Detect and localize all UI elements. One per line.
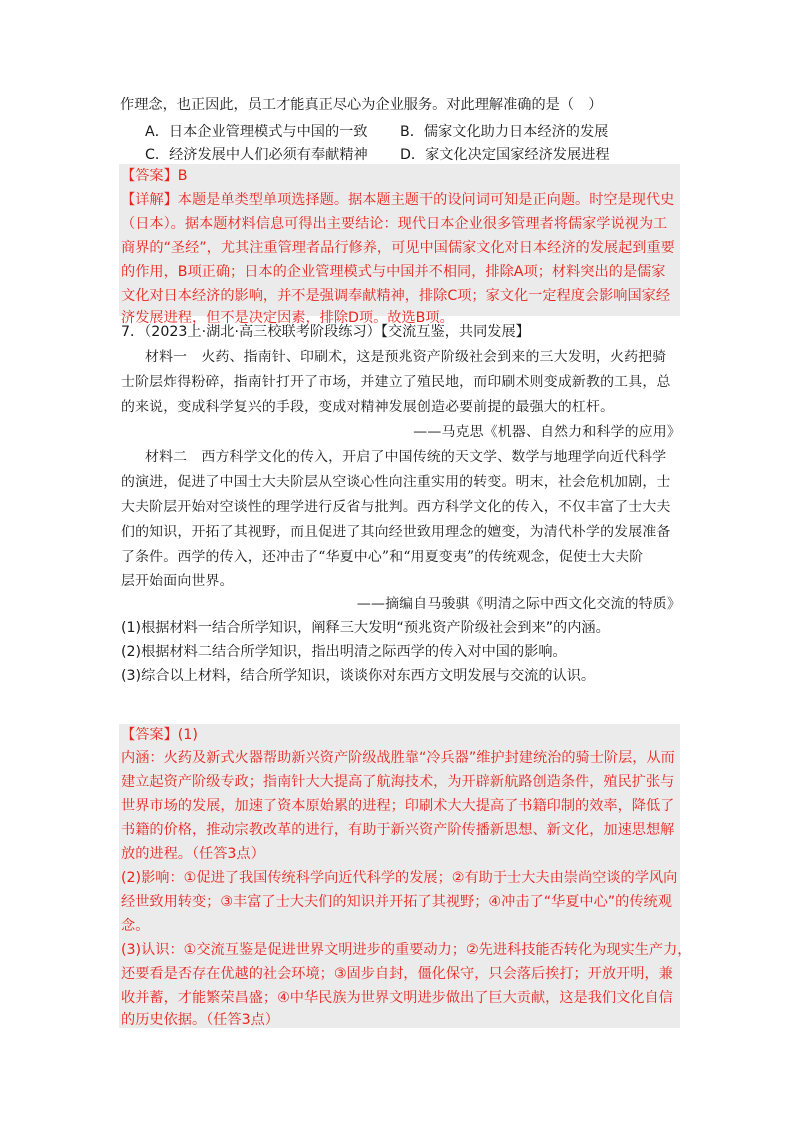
q7-answer-line-4: 世界市场的发展，加速了资本原始累的进程；印刷术大大提高了书籍印制的效率，降低了 [121,798,675,814]
q6-detail-line-1: 【详解】本题是单类型单项选择题。据本题主题干的设问词可知是正向题。时空是现代史 [121,192,675,208]
q7-material1-line-3: 的来说，变成科学复兴的手段，变成对精神发展创造必要前提的最强大的杠杆。 [121,399,615,415]
q7-material1-line-2: 士阶层炸得粉碎，指南针打开了市场，并建立了殖民地，而印刷术则变成新教的工具，总 [121,374,671,390]
q7-question-3: (3)综合以上材料，结合所学知识，谈谈你对东西方文明发展与交流的认识。 [121,668,596,684]
q6-stem: 作理念，也正因此，员工才能真正尽心为企业服务。对此理解准确的是（ ） [120,97,603,113]
q7-answer-line-7: (2)影响：①促进了我国传统科学向近代科学的发展；②有助于士大夫由崇尚空谈的学风向 [121,870,678,886]
q7-material1-line-1: 材料一 火药、指南针、印刷术，这是预兆资产阶级社会到来的三大发明，火药把骑 [145,349,667,365]
q7-answer-line-10: (3)认识：①交流互鉴是促进世界文明进步的重要动力；②先进科技能否转化为现实生产力， [121,942,692,958]
q7-answer-line-8: 经世致用转变；③丰富了士大夫们的知识并开拓了其视野；④冲击了“华夏中心”的传统观 [121,894,672,910]
q6-detail-line-2: （日本）。据本题材料信息可得出主要结论：现代日本企业很多管理者将儒家学说视为工 [121,216,668,232]
q7-answer-line-12: 收并蓄，才能繁荣昌盛；④中华民族为世界文明进步做出了巨大贡献，这是我们文化自信 [121,990,673,1006]
q7-material2-line-6: 层开始面向世界。 [121,573,234,589]
q7-material1-source: ——马克思《机器、自然力和科学的应用》 [413,424,681,440]
q7-question-1: (1)根据材料一结合所学知识，阐释三大发明“预兆资产阶级社会到来”的内涵。 [121,620,610,636]
q6-option-d: D．家文化决定国家经济发展进程 [400,147,610,163]
q7-answer-line-1: 【答案】(1) [121,727,198,743]
q6-detail-line-5: 文化对日本经济的影响，并不是强调奉献精神，排除C项；家文化一定程度会影响国家经 [121,288,671,304]
q6-option-c: C．经济发展中人们必须有奉献精神 [145,147,368,163]
q7-material2-line-2: 的演进，促进了中国士大夫阶层从空谈心性向注重实用的转变。明末，社会危机加剧，士 [121,474,671,490]
q7-material2-source: ——摘编自马骏骐《明清之际中西文化交流的特质》 [356,596,681,612]
q6-detail-line-6: 济发展进程，但不是决定因素，排除D项。故选B项。 [121,310,454,326]
q7-material2-line-5: 了条件。西学的传入，还冲击了“华夏中心”和“用夏变夷”的传统观念，促使士大夫阶 [121,549,644,565]
q6-option-a: A．日本企业管理模式与中国的一致 [145,124,368,140]
q7-material2-line-4: 们的知识，开拓了其视野，而且促进了其向经世致用理念的嬗变，为清代朴学的发展准备 [121,524,671,540]
q6-detail-line-4: 的作用，B项正确；日本的企业管理模式与中国并不相同，排除A项；材料突出的是儒家 [121,264,666,280]
q6-answer [121,164,188,188]
q7-answer-line-6: 放的进程。（任答3点） [121,846,265,862]
q6-detail-line-3: 商界的“圣经”，尤其注重管理者品行修养，可见中国儒家文化对日本经济的发展起到重要 [121,240,675,256]
q7-answer-label: 【答案】 [121,727,178,743]
q7-material2-line-3: 大夫阶层开始对空谈性的理学进行反省与批判。西方科学文化的传入，不仅丰富了士大夫 [121,499,671,515]
q7-answer-line-9: 念。 [121,918,150,934]
q6-detail-label: 【详解】 [121,192,178,208]
q7-answer-line-2: 内涵：火药及新式火器帮助新兴资产阶级战胜靠“冷兵器”维护封建统治的骑士阶层，从而 [121,750,675,766]
q7-answer-line-13: 的历史依据。（任答3点） [121,1012,279,1028]
q7-answer-line-5: 书籍的价格，推动宗教改革的进行，有助于新兴资产阶传播新思想、新文化，加速思想解 [121,822,675,838]
q7-material2-line-1: 材料二 西方科学文化的传入，开启了中国传统的天文学、数学与地理学向近代科学 [145,449,667,465]
q7-answer-line-11: 还要看是否存在优越的社会环境；③固步自封，僵化保守，只会落后挨打；开放开明，兼 [121,966,673,982]
q6-answer-value: B [177,168,188,184]
q6-option-b: B．儒家文化助力日本经济的发展 [400,124,609,140]
q6-answer-label: 【答案】 [121,168,178,184]
q7-question-2: (2)根据材料二结合所学知识，指出明清之际西学的传入对中国的影响。 [121,644,567,660]
q7-answer-line-3: 建立起资产阶级专政；指南针大大提高了航海技术，为开辟新航路创造条件，殖民扩张与 [121,774,675,790]
q7-header: 7．（2023上·湖北·高三校联考阶段练习）【交流互鉴，共同发展】 [121,324,530,340]
